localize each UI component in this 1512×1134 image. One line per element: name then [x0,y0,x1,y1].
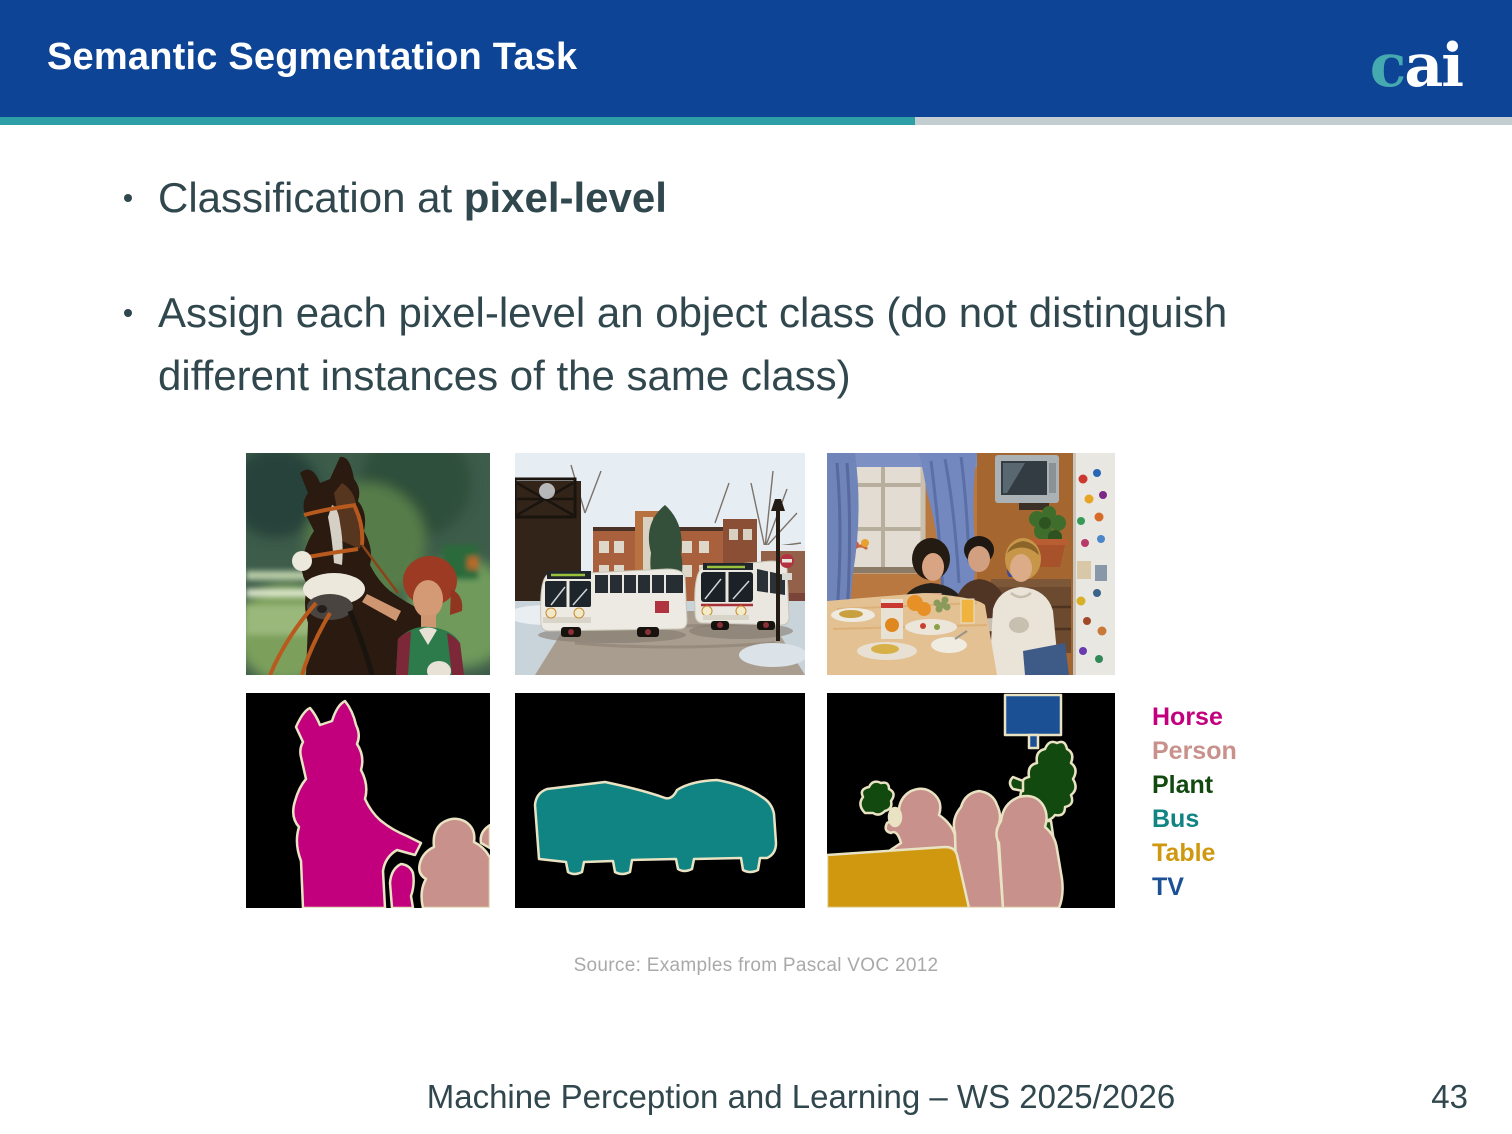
bullet-classification [118,166,1408,229]
table [827,593,997,675]
divider-teal [0,117,915,125]
slide-title: Semantic Segmentation Task [47,36,578,78]
photo-dinner [827,453,1115,675]
legend-item-plant: Plant [1152,771,1214,799]
legend-item-table: Table [1152,839,1216,867]
mask-tv-shape [1005,695,1061,735]
tv [995,455,1059,510]
fridge [1073,453,1115,675]
bullet-list [118,166,1408,407]
source-caption: Source: Examples from Pascal VOC 2012 [573,955,939,976]
bullet-classification-bold: pixel-level [463,174,667,221]
bullet-classification-text: Classification at [158,174,464,221]
legend-item-tv: TV [1152,873,1184,901]
mask-buses [515,693,805,908]
mask-horse-leg [390,864,414,908]
footer-course: Machine Perception and Learning – WS 2025/2026 [426,1078,1176,1115]
bus-left [538,569,687,643]
page-number: 43 [1431,1078,1468,1115]
header-bar [0,0,1512,117]
mask-dinner [827,693,1115,908]
legend-item-bus: Bus [1152,805,1200,833]
photo-buses [515,453,805,675]
divider-gray [915,117,1512,125]
legend-item-horse: Horse [1152,703,1223,731]
mask-table-shape [827,847,969,908]
legend-item-person: Person [1152,737,1237,765]
photo-horse [246,453,490,675]
cai-logo [1369,31,1462,101]
class-legend [1152,700,1237,904]
cai-logo-ai: ai [1404,31,1462,101]
cai-logo-c: c [1369,31,1405,101]
bullet-assign: Assign each pixel-level an object class (do not distinguish different instances of the same class) [118,281,1368,407]
mask-horse [246,693,490,908]
